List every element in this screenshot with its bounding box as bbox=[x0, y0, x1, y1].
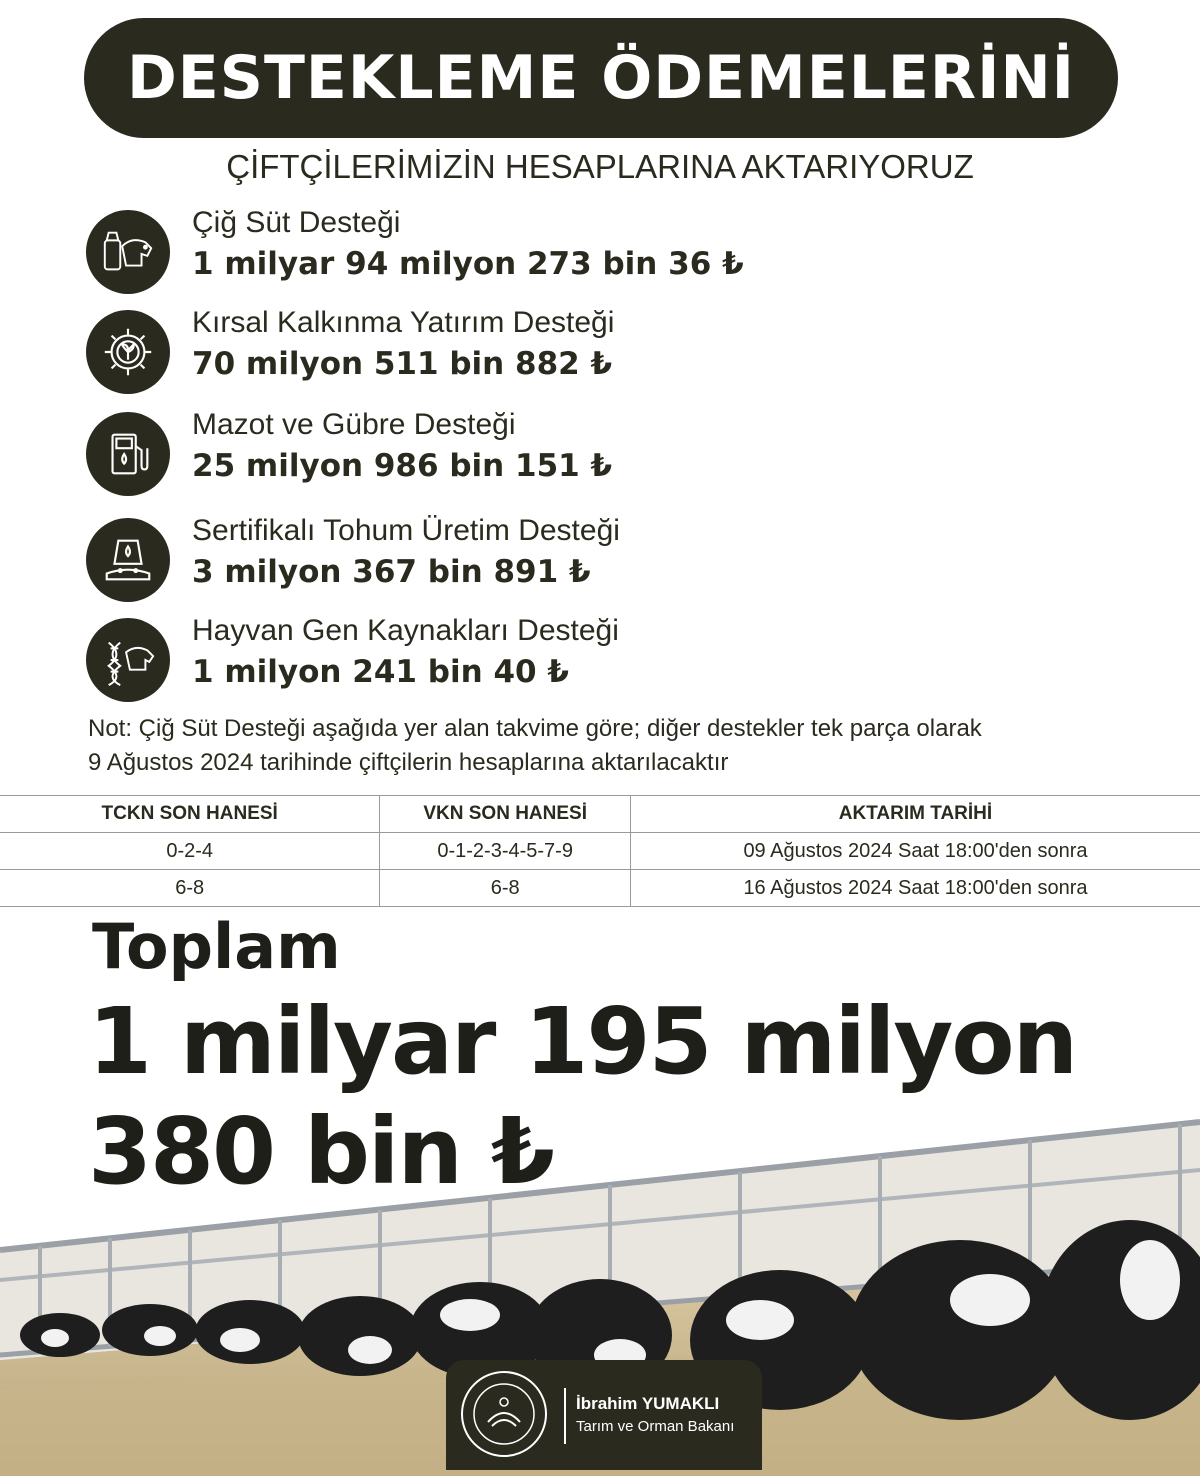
total-label: Toplam bbox=[92, 910, 341, 983]
note-line: 9 Ağustos 2024 tarihinde çiftçilerin hesaplarına aktarılacaktır bbox=[88, 749, 729, 776]
table-cell: 09 Ağustos 2024 Saat 18:00'den sonra bbox=[630, 833, 1200, 870]
table-cell: 6-8 bbox=[380, 870, 631, 907]
support-label: Mazot ve Gübre Desteği bbox=[192, 408, 516, 441]
support-label: Kırsal Kalkınma Yatırım Desteği bbox=[192, 306, 615, 339]
table-header-row bbox=[0, 796, 1200, 833]
support-label: Çiğ Süt Desteği bbox=[192, 206, 401, 239]
note-text bbox=[88, 712, 1088, 780]
table-row bbox=[0, 870, 1200, 907]
column-header: VKN SON HANESİ bbox=[380, 796, 631, 833]
payment-schedule-table bbox=[0, 795, 1200, 907]
support-amount: 1 milyon 241 bin 40 ₺ bbox=[192, 654, 569, 690]
column-header: AKTARIM TARİHİ bbox=[630, 796, 1200, 833]
column-header: TCKN SON HANESİ bbox=[0, 796, 380, 833]
table-cell: 6-8 bbox=[0, 870, 380, 907]
seed-bag-icon bbox=[86, 518, 170, 602]
note-line: Not: Çiğ Süt Desteği aşağıda yer alan takvime göre; diğer destekler tek parça olarak bbox=[88, 715, 982, 742]
support-item-diesel-fertilizer bbox=[86, 408, 986, 496]
dna-cow-icon bbox=[86, 618, 170, 702]
page-title: DESTEKLEME ÖDEMELERİNİ bbox=[127, 43, 1075, 113]
support-item-animal-genetic bbox=[86, 614, 986, 702]
support-amount: 25 milyon 986 bin 151 ₺ bbox=[192, 448, 613, 484]
support-item-certified-seed bbox=[86, 514, 986, 602]
minister-title: Tarım ve Orman Bakanı bbox=[576, 1418, 735, 1435]
support-item-raw-milk bbox=[86, 206, 986, 294]
gear-sprout-icon bbox=[86, 310, 170, 394]
support-amount: 3 milyon 367 bin 891 ₺ bbox=[192, 554, 591, 590]
support-label: Hayvan Gen Kaynakları Desteği bbox=[192, 614, 619, 647]
minister-name: İbrahim YUMAKLI bbox=[576, 1394, 720, 1413]
support-amount: 70 milyon 511 bin 882 ₺ bbox=[192, 346, 613, 382]
title-banner bbox=[84, 18, 1118, 138]
support-amount: 1 milyar 94 milyon 273 bin 36 ₺ bbox=[192, 246, 744, 282]
support-item-rural-development bbox=[86, 306, 986, 394]
fuel-pump-icon bbox=[86, 412, 170, 496]
table-row bbox=[0, 833, 1200, 870]
table-cell: 0-2-4 bbox=[0, 833, 380, 870]
milk-cow-icon bbox=[86, 210, 170, 294]
table-cell: 0-1-2-3-4-5-7-9 bbox=[380, 833, 631, 870]
ministry-seal-icon bbox=[458, 1368, 550, 1460]
total-amount-line2: 380 bin ₺ bbox=[88, 1098, 553, 1205]
support-label: Sertifikalı Tohum Üretim Desteği bbox=[192, 514, 620, 547]
page-subtitle: ÇİFTÇİLERİMİZİN HESAPLARINA AKTARIYORUZ bbox=[226, 148, 974, 185]
total-amount-line1: 1 milyar 195 milyon bbox=[88, 988, 1077, 1095]
minister-badge bbox=[446, 1360, 762, 1470]
table-cell: 16 Ağustos 2024 Saat 18:00'den sonra bbox=[630, 870, 1200, 907]
footer-divider bbox=[564, 1388, 566, 1444]
